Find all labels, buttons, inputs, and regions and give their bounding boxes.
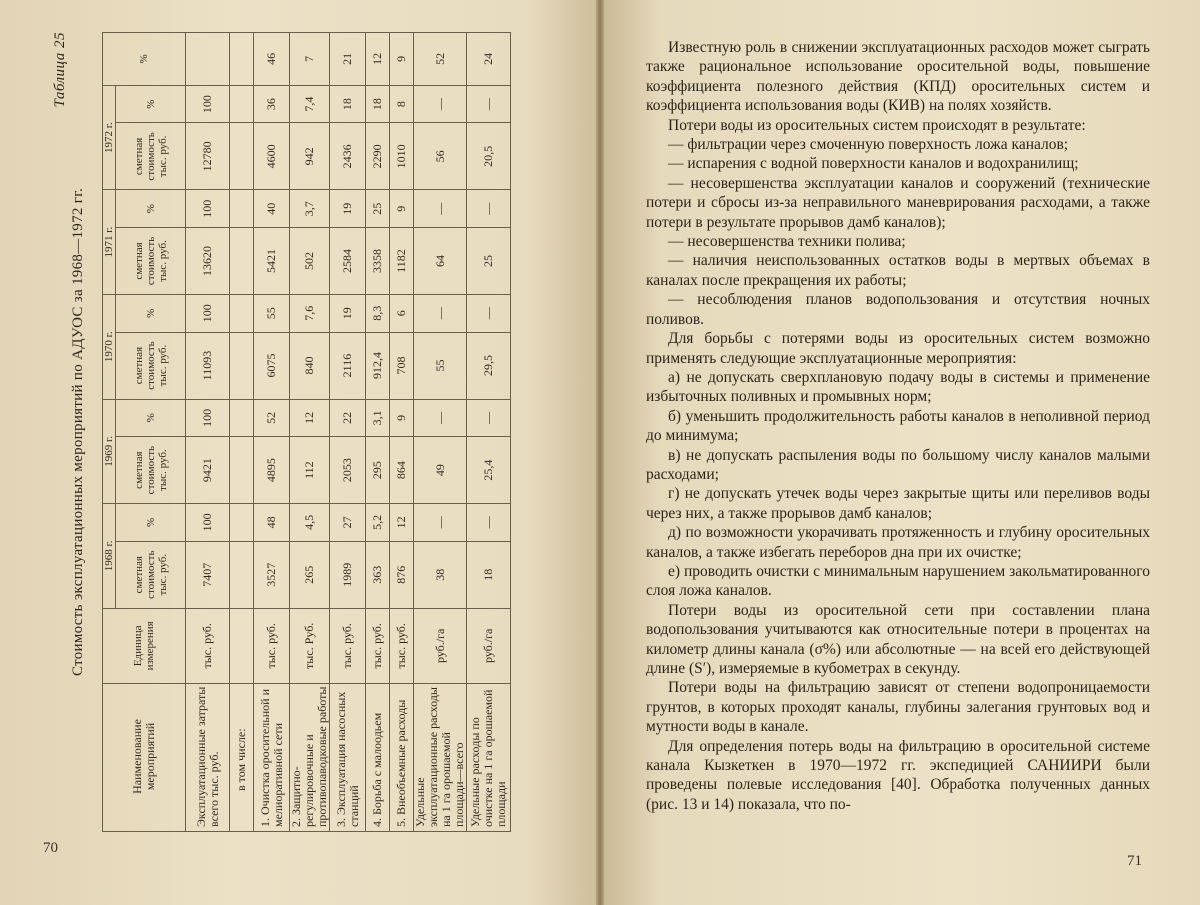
paragraph: Для определения потерь воды на фильтрацию в оросительной системе канала Кызкеткен в 1970—1972 гг. экспедицией САНИИРИ были проведены полевые исследования [40]. Обработка полученных данных (рис. 13 и 14) показала, что по-: [646, 737, 1150, 813]
cell: 12: [390, 504, 414, 542]
cell: 12: [290, 399, 330, 437]
cell: 100: [186, 399, 230, 437]
row-name: 4. Борьба с малоодьем: [366, 683, 390, 831]
table-row: [254, 33, 290, 832]
list-item: — несовершенства техники полива;: [668, 233, 906, 251]
table-row: [467, 33, 511, 832]
cell: 29,5: [467, 332, 511, 399]
cell: 864: [390, 437, 414, 504]
cell: 8: [390, 85, 414, 123]
cell: 12780: [186, 123, 230, 190]
list-item: — фильтрации через смоченную поверхность ложа каналов;: [668, 136, 1069, 154]
cell: 100: [186, 190, 230, 228]
cell: [230, 504, 254, 542]
cell: [230, 332, 254, 399]
cell: 52: [254, 399, 290, 437]
cell: [230, 437, 254, 504]
row-name: 5. Внеобъемные расходы: [390, 683, 414, 831]
subheader-pct: %: [116, 85, 186, 123]
cell: 20,5: [467, 123, 511, 190]
cell: 25: [467, 228, 511, 295]
subheader-cost: сметная стоимость тыс. руб.: [116, 228, 186, 295]
header-year-1969: 1969 г.: [103, 399, 116, 504]
book-gutter: [596, 0, 604, 905]
row-name: 1. Очистка оросительной и мелиоративной сети: [254, 683, 290, 831]
cell: 1010: [390, 123, 414, 190]
row-unit: руб./га: [414, 608, 467, 683]
cell: 4895: [254, 437, 290, 504]
subheader-pct: %: [116, 504, 186, 542]
costs-table: [102, 32, 511, 832]
cell: 295: [366, 437, 390, 504]
table-row: [290, 33, 330, 832]
cell: 24: [467, 33, 511, 86]
row-name: в том числе:: [230, 683, 254, 831]
table-row: [186, 33, 230, 832]
cell: 6075: [254, 332, 290, 399]
table-row: [390, 33, 414, 832]
cell: 9: [390, 33, 414, 86]
cell: —: [467, 190, 511, 228]
cell: 100: [186, 294, 230, 332]
cell: —: [467, 399, 511, 437]
cell: 27: [330, 504, 366, 542]
table-title: Стоимость эксплуатационных мероприятий по АДУОС за 1968—1972 гг.: [70, 187, 86, 677]
subheader-cost: сметная стоимость тыс. руб.: [116, 541, 186, 608]
cell: 5421: [254, 228, 290, 295]
list-item: — несовершенства эксплуатации каналов и сооружений (технические потери и сбросы из-за неправильного маневрирования расходами, а также потери в результате прорывов дамб каналов);: [646, 174, 1150, 231]
row-name: 3. Эксплуатация насосных станций: [330, 683, 366, 831]
cell: —: [467, 294, 511, 332]
cell: 876: [390, 541, 414, 608]
row-unit: тыс. руб.: [390, 608, 414, 683]
paragraph: Потери воды из оросительных систем происходят в результате:: [668, 116, 1086, 134]
page-number-right: 71: [1127, 853, 1142, 869]
cell: 48: [254, 504, 290, 542]
cell: —: [414, 399, 467, 437]
cell: [186, 33, 230, 86]
list-item: а) не допускать сверхплановую подачу воды в системы и применение избыточных поливных и промывных норм;: [646, 368, 1150, 406]
cell: 56: [414, 123, 467, 190]
row-unit: тыс. руб.: [366, 608, 390, 683]
cell: 502: [290, 228, 330, 295]
cell: [230, 541, 254, 608]
list-item: — испарения с водной поверхности каналов и водохранилищ;: [668, 155, 1079, 173]
cell: [230, 190, 254, 228]
cell: 840: [290, 332, 330, 399]
cell: 18: [330, 85, 366, 123]
cell: 18: [366, 85, 390, 123]
row-unit: тыс. руб.: [330, 608, 366, 683]
list-item: е) проводить очистки с минимальным нарушением закольматированного слоя ложа каналов.: [646, 562, 1150, 600]
list-item: — наличия неиспользованных остатков воды в мертвых объемах в каналах после прекращения их работы;: [646, 252, 1150, 289]
cell: 4600: [254, 123, 290, 190]
paragraph: Для борьбы с потерями воды из оросительных систем возможно применять следующие эксплуатационные мероприятия:: [646, 330, 1150, 367]
page-number-left: 70: [43, 840, 58, 856]
header-year-1970: 1970 г.: [103, 294, 116, 399]
cell: 3,1: [366, 399, 390, 437]
cell: 19: [330, 294, 366, 332]
cell: 40: [254, 190, 290, 228]
cell: 55: [414, 332, 467, 399]
cell: 36: [254, 85, 290, 123]
header-unit: Единица измерения: [103, 608, 186, 683]
cell: 3,7: [290, 190, 330, 228]
list-item: д) по возможности укорачивать протяженность и глубину оросительных каналов, а также избегать переборов дна при их очистке;: [646, 524, 1150, 561]
subheader-cost: сметная стоимость тыс. руб.: [116, 123, 186, 190]
cell: [230, 399, 254, 437]
cell: [230, 123, 254, 190]
cell: 2584: [330, 228, 366, 295]
row-name: Удельные расходы по очистке на 1 га орошаемой площади: [467, 683, 511, 831]
table-header-row: [103, 33, 116, 832]
rotated-table-block: [52, 32, 542, 832]
cell: 9: [390, 190, 414, 228]
cell: 38: [414, 541, 467, 608]
paragraph: Потери воды на фильтрацию зависят от степени водопроницаемости грунтов, в которых проходят каналы, глубины залегания грунтовых вод и мутности воды в канале.: [646, 679, 1150, 736]
cell: 2290: [366, 123, 390, 190]
cell: 3527: [254, 541, 290, 608]
cell: 4,5: [290, 504, 330, 542]
row-unit: тыс. руб.: [254, 608, 290, 683]
cell: 265: [290, 541, 330, 608]
cell: 2436: [330, 123, 366, 190]
cell: 100: [186, 504, 230, 542]
row-name: Эксплуатационные затраты всего тыс. руб.: [186, 683, 230, 831]
row-unit: [230, 608, 254, 683]
row-unit: тыс. руб.: [186, 608, 230, 683]
subheader-cost: сметная стоимость тыс. руб.: [116, 437, 186, 504]
cell: 25: [366, 190, 390, 228]
subheader-pct: %: [116, 190, 186, 228]
cell: 912,4: [366, 332, 390, 399]
cell: —: [414, 504, 467, 542]
cell: 7: [290, 33, 330, 86]
cell: [230, 294, 254, 332]
cell: 25,4: [467, 437, 511, 504]
cell: 1182: [390, 228, 414, 295]
cell: 19: [330, 190, 366, 228]
cell: 49: [414, 437, 467, 504]
cell: —: [414, 85, 467, 123]
cell: 7,4: [290, 85, 330, 123]
row-name: 2. Защитно-регулировочные и противопаводковые работы: [290, 683, 330, 831]
header-name: Наименование мероприятий: [103, 683, 186, 831]
cell: [230, 33, 254, 86]
cell: 708: [390, 332, 414, 399]
cell: 21: [330, 33, 366, 86]
subheader-pct: %: [116, 294, 186, 332]
cell: 6: [390, 294, 414, 332]
cell: —: [467, 504, 511, 542]
subheader-pct: %: [116, 399, 186, 437]
table-body: [186, 33, 511, 832]
cell: 12: [366, 33, 390, 86]
cell: 942: [290, 123, 330, 190]
table-label: Таблица 25: [52, 32, 68, 108]
header-year-1972: 1972 г.: [103, 85, 116, 190]
cell: 1989: [330, 541, 366, 608]
cell: 8,3: [366, 294, 390, 332]
cell: 2053: [330, 437, 366, 504]
cell: 52: [414, 33, 467, 86]
cell: 100: [186, 85, 230, 123]
paragraph: Потери воды из оросительной сети при составлении плана водопользования учитываются как относительные потери в процентах на километр длины канала (σ%) или абсолютные — на всей его действующей длине (S′), измеряемые в кубометрах в секунду.: [646, 601, 1150, 677]
cell: 112: [290, 437, 330, 504]
table-row: [366, 33, 390, 832]
cell: 363: [366, 541, 390, 608]
table-row: [414, 33, 467, 832]
list-item: — несоблюдения планов водопользования и отсутствия ночных поливов.: [646, 291, 1150, 328]
cell: 13620: [186, 228, 230, 295]
subheader-cost: сметная стоимость тыс. руб.: [116, 332, 186, 399]
paragraph: Известную роль в снижении эксплуатационных расходов может сыграть также рациональное использование оросительной воды, повышение коэффициента полезного действия (КПД) оросительных систем и коэффициента использования воды (КИВ) на полях хозяйств.: [646, 39, 1150, 115]
cell: 9421: [186, 437, 230, 504]
cell: 46: [254, 33, 290, 86]
table-row: [330, 33, 366, 832]
cell: [230, 85, 254, 123]
list-item: г) не допускать утечек воды через закрытые щиты или переливов воды через них, а также прорывов дамб каналов;: [646, 485, 1150, 522]
cell: —: [467, 85, 511, 123]
row-unit: руб./га: [467, 608, 511, 683]
header-year-1971: 1971 г.: [103, 190, 116, 295]
row-name: Удельные эксплуатационные расходы на 1 га орошаемой площади—всего: [414, 683, 467, 831]
cell: 18: [467, 541, 511, 608]
cell: 64: [414, 228, 467, 295]
cell: 5,2: [366, 504, 390, 542]
cell: 3358: [366, 228, 390, 295]
cell: 7407: [186, 541, 230, 608]
right-page-text: [646, 38, 1150, 814]
table-row: [230, 33, 254, 832]
list-item: в) не допускать распыления воды по большому числу каналов малыми расходами;: [646, 446, 1150, 483]
cell: —: [414, 190, 467, 228]
row-unit: тыс. Руб.: [290, 608, 330, 683]
cell: 11093: [186, 332, 230, 399]
cell: 9: [390, 399, 414, 437]
cell: 55: [254, 294, 290, 332]
cell: 2116: [330, 332, 366, 399]
list-item: б) уменьшить продолжительность работы каналов в неполивной период до минимума;: [646, 407, 1150, 445]
cell: —: [414, 294, 467, 332]
cell: 22: [330, 399, 366, 437]
cell: [230, 228, 254, 295]
header-total-pct: %: [103, 33, 186, 86]
header-year-1968: 1968 г.: [103, 504, 116, 609]
cell: 7,6: [290, 294, 330, 332]
